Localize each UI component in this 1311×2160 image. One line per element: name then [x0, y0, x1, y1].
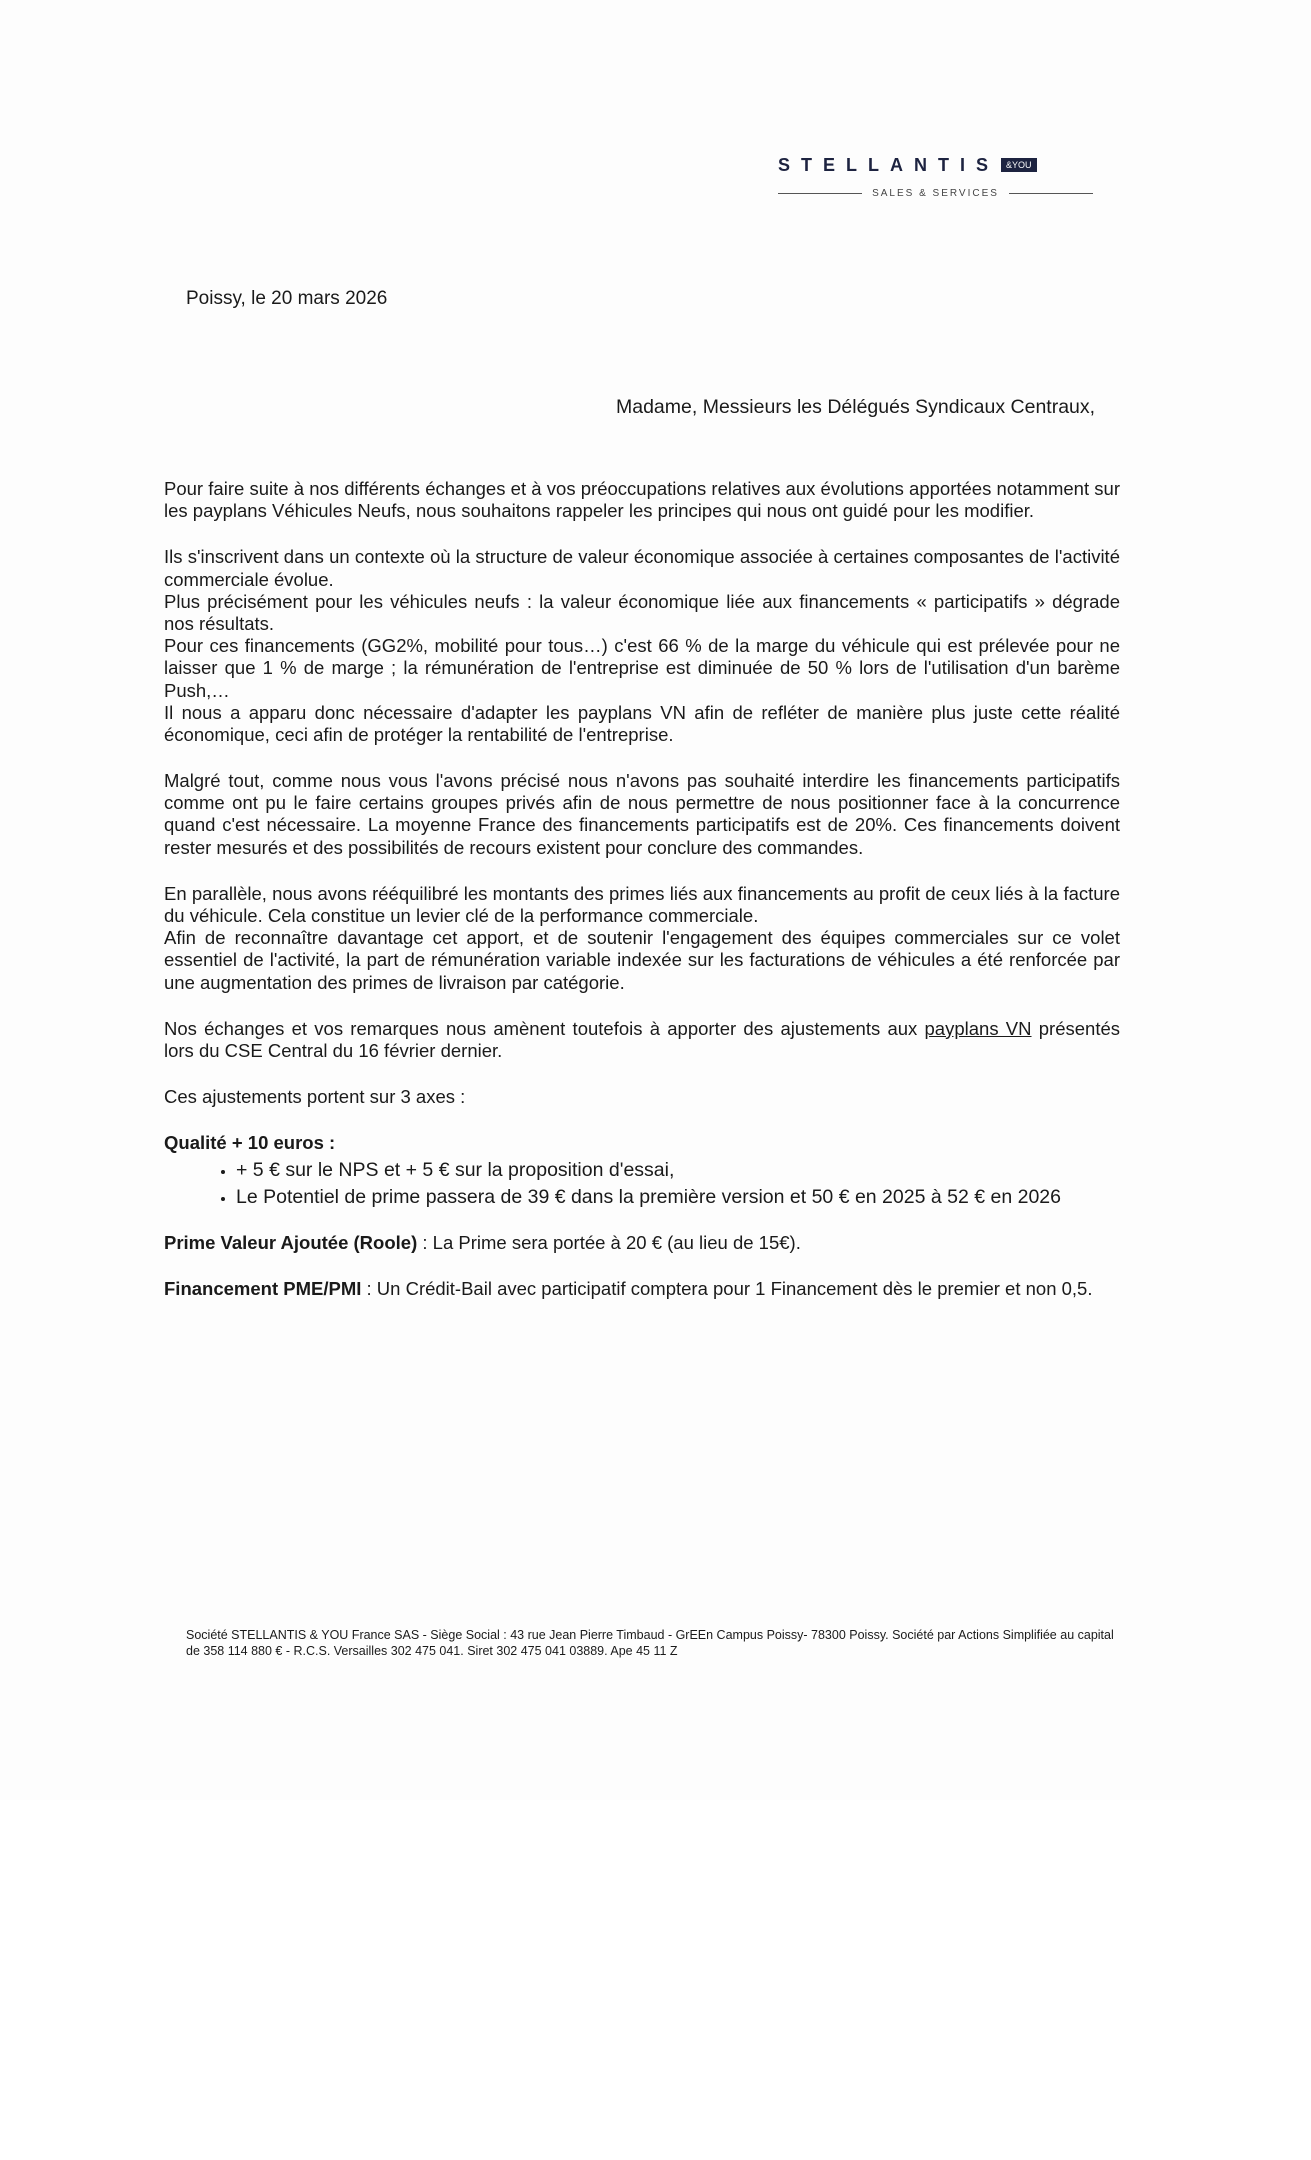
paragraph-context-4: Il nous a apparu donc nécessaire d'adapter les payplans VN afin de refléter de manière plus juste cette réalité économique, ceci afin de protéger la rentabilité de l'entreprise.	[164, 701, 1120, 745]
paragraph-adjustments: Nos échanges et vos remarques nous amènent toutefois à apporter des ajustements aux payplans VN présentés lors du CSE Central du 16 février dernier.	[164, 1017, 1120, 1061]
paragraph-axes: Ces ajustements portent sur 3 axes :	[164, 1086, 466, 1108]
logo-badge: &YOU	[1001, 158, 1037, 172]
logo-divider-right	[1009, 193, 1093, 194]
paragraph-prime: Prime Valeur Ajoutée (Roole) : La Prime sera portée à 20 € (au lieu de 15€).	[164, 1232, 801, 1254]
paragraph-parallel-1: En parallèle, nous avons rééquilibré les montants des primes liés aux financements au profit de ceux liés à la facture du véhicule. Cela constitue un levier clé de la performance commerciale.	[164, 882, 1120, 926]
paragraph-parallel-2: Afin de reconnaître davantage cet apport, et de soutenir l'engagement des équipes commerciales sur ce volet essentiel de l'activité, la part de rémunération variable indexée sur les facturations de véhicules a été renforcée par une augmentation des primes de livraison par catégorie.	[164, 927, 1120, 993]
financing-heading: Financement PME/PMI	[164, 1278, 362, 1300]
paragraph-context-2: Plus précisément pour les véhicules neufs : la valeur économique liée aux financements « participatifs » dégrade nos résultats.	[164, 590, 1120, 634]
list-item: • Le Potentiel de prime passera de 39 € dans la première version et 50 € en 2025 à 52 € en 2026	[236, 1186, 1120, 1210]
logo-divider-left	[778, 193, 862, 194]
paragraph-context-1: Ils s'inscrivent dans un contexte où la structure de valeur économique associée à certaines composantes de l'activité commerciale évolue.	[164, 546, 1120, 590]
paragraph-despite: Malgré tout, comme nous vous l'avons précisé nous n'avons pas souhaité interdire les financements participatifs comme ont pu le faire certains groupes privés afin de nous permettre de nous positionner face à la concurrence quand c'est nécessaire. La moyenne France des financements participatifs est de 20%. Ces financements doivent rester mesurés et des possibilités de recours existent pour conclure des commandes.	[164, 770, 1120, 858]
paragraph-context-3: Pour ces financements (GG2%, mobilité pour tous…) c'est 66 % de la marge du véhicule qui est prélevée pour ne laisser que 1 % de marge ; la rémunération de l'entreprise est diminuée de 50 % lors de l'utilisation d'un barème Push,…	[164, 635, 1120, 701]
logo-brand: STELLANTIS	[778, 154, 999, 175]
logo-tagline: SALES & SERVICES	[872, 188, 999, 199]
paragraph-intro: Pour faire suite à nos différents échanges et à vos préoccupations relatives aux évolutions apportées notamment sur les payplans Véhicules Neufs, nous souhaitons rappeler les principes qui nous ont guidé pour les modifier.	[164, 478, 1120, 522]
quality-heading: Qualité + 10 euros :	[164, 1132, 336, 1154]
company-logo	[778, 150, 1093, 210]
list-item: • + 5 € sur le NPS et + 5 € sur la proposition d'essai,	[236, 1159, 1120, 1183]
letter-footer: Société STELLANTIS & YOU France SAS - Siège Social : 43 rue Jean Pierre Timbaud - GrEEn Campus Poissy- 78300 Poissy. Société par Actions Simplifiée au capital de 358 114 880 € - R.C.S. Versailles 302 475 041. Siret 302 475 041 03889. Ape 45 11 Z	[186, 1628, 1114, 1658]
letter-salutation: Madame, Messieurs les Délégués Syndicaux Centraux,	[616, 396, 1096, 418]
paragraph-financing: Financement PME/PMI : Un Crédit-Bail avec participatif comptera pour 1 Financement dès le premier et non 0,5.	[164, 1278, 1093, 1300]
letter-date: Poissy, le 20 mars 2026	[186, 288, 388, 309]
quality-bullet-list	[164, 1159, 1120, 1211]
blank-area	[0, 1800, 1311, 2160]
letter-body	[164, 478, 1120, 1300]
prime-heading: Prime Valeur Ajoutée (Roole)	[164, 1232, 418, 1254]
payplans-link: payplans VN	[924, 1017, 1032, 1039]
